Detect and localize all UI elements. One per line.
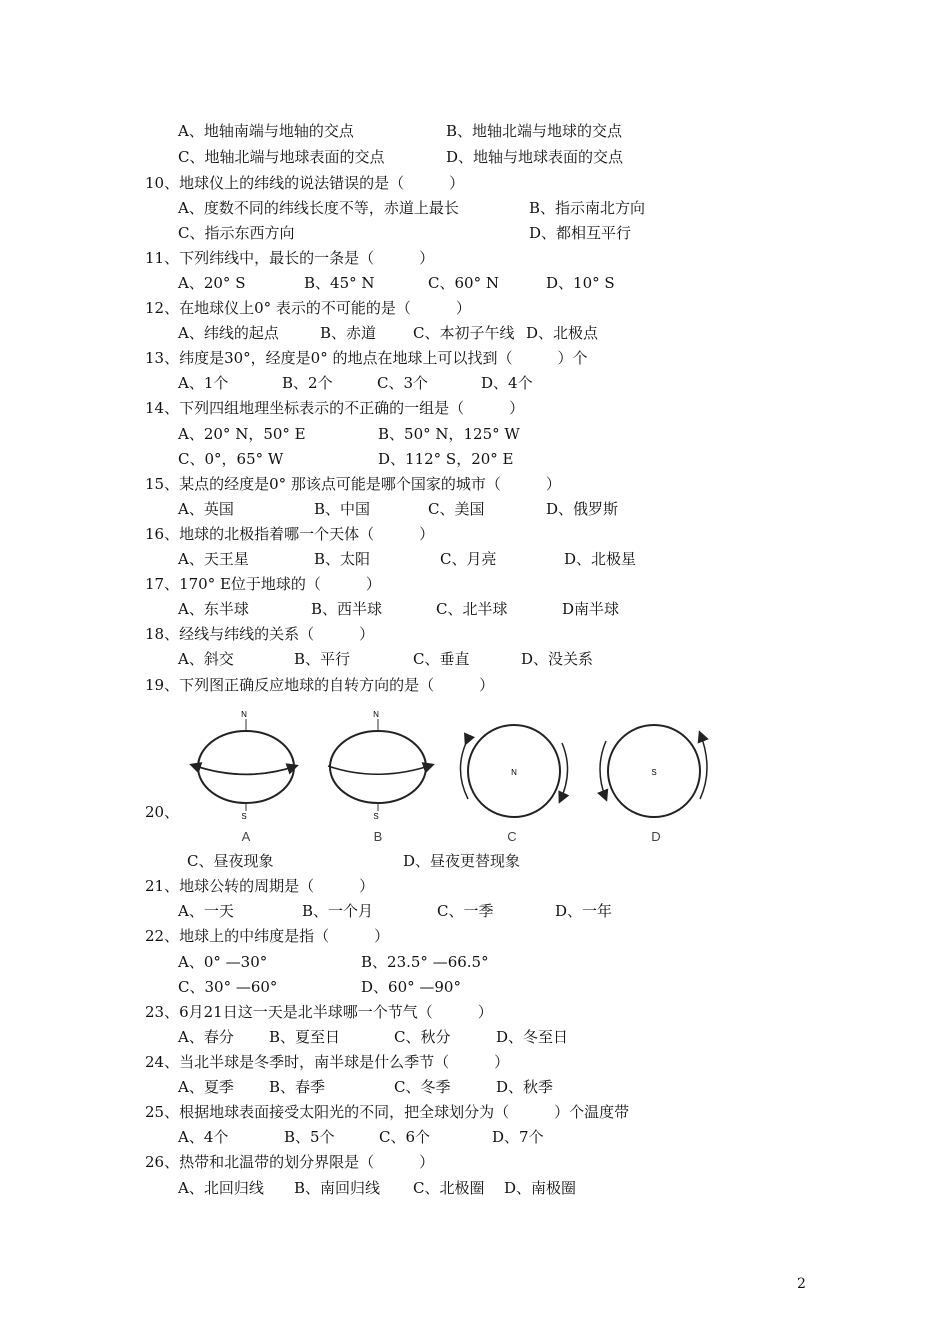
answer-option: D、10° S <box>546 274 615 292</box>
question-line: 13、纬度是30°，经度是0° 的地点在地球上可以找到（ ）个 <box>145 349 588 367</box>
answer-option: B、西半球 <box>311 600 383 618</box>
question-line: 24、当北半球是冬季时，南半球是什么季节（ ） <box>145 1053 510 1071</box>
globe-a-north-label: N <box>241 710 247 719</box>
globe-d-south-label: S <box>651 768 657 777</box>
question-line: 22、地球上的中纬度是指（ ） <box>145 927 390 945</box>
answer-option: C、6个 <box>379 1128 431 1146</box>
answer-option: B、中国 <box>314 500 371 518</box>
question-line: 14、下列四组地理坐标表示的不正确的一组是（ ） <box>145 399 525 417</box>
answer-option: C、地轴北端与地球表面的交点 <box>178 148 385 166</box>
answer-option: A、0° —30° <box>178 953 268 971</box>
answer-option: A、20° S <box>178 274 246 292</box>
globe-c-label: C <box>507 829 517 844</box>
globe-b-south-label: S <box>373 812 379 821</box>
answer-option: D、南极圈 <box>504 1179 577 1197</box>
answer-option: C、本初子午线 <box>413 324 515 342</box>
answer-option: A、东半球 <box>178 600 249 618</box>
question-line: 21、地球公转的周期是（ ） <box>145 877 375 895</box>
answer-option: D、都相互平行 <box>529 224 632 242</box>
answer-option: C、月亮 <box>440 550 497 568</box>
globe-c <box>460 725 567 844</box>
answer-option: A、地轴南端与地轴的交点 <box>178 122 354 140</box>
question-line: 23、6月21日这一天是北半球哪一个节气（ ） <box>145 1003 493 1021</box>
question-line: 20、 <box>145 803 180 821</box>
question-line: 19、下列图正确反应地球的自转方向的是（ ） <box>145 676 495 694</box>
answer-option: A、20° N，50° E <box>178 425 306 443</box>
answer-option: A、春分 <box>178 1028 234 1046</box>
page-number: 2 <box>797 1276 806 1292</box>
answer-option: D、昼夜更替现象 <box>403 852 521 870</box>
answer-option: B、平行 <box>294 650 351 668</box>
answer-option: A、夏季 <box>178 1078 234 1096</box>
question-line: 25、根据地球表面接受太阳光的不同，把全球划分为（ ）个温度带 <box>145 1103 630 1121</box>
answer-option: D、北极星 <box>564 550 637 568</box>
answer-option: B、地轴北端与地球的交点 <box>446 122 623 140</box>
answer-option: B、太阳 <box>314 550 371 568</box>
question-line: 12、在地球仪上0° 表示的不可能的是（ ） <box>145 299 471 317</box>
answer-option: D、北极点 <box>526 324 599 342</box>
globe-a <box>192 710 296 844</box>
question-line: 11、下列纬线中，最长的一条是（ ） <box>145 249 435 267</box>
question-line: 15、某点的经度是0° 那该点可能是哪个国家的城市（ ） <box>145 475 561 493</box>
answer-option: C、指示东西方向 <box>178 224 295 242</box>
question-line: 18、经线与纬线的关系（ ） <box>145 625 375 643</box>
answer-option: D、112° S，20° E <box>378 450 514 468</box>
answer-option: A、度数不同的纬线长度不等，赤道上最长 <box>178 199 459 217</box>
answer-option: A、英国 <box>178 500 234 518</box>
globe-b <box>328 710 432 844</box>
answer-option: C、0°，65° W <box>178 450 284 468</box>
answer-option: C、北极圈 <box>413 1179 485 1197</box>
answer-option: D、4个 <box>481 374 533 392</box>
answer-option: D、俄罗斯 <box>546 500 619 518</box>
earth-rotation-diagram <box>178 703 720 848</box>
answer-option: B、2个 <box>282 374 333 392</box>
answer-option: D、60° —90° <box>361 978 461 996</box>
answer-option: C、60° N <box>428 274 499 292</box>
answer-option: A、天王星 <box>178 550 249 568</box>
answer-option: B、夏至日 <box>269 1028 341 1046</box>
answer-option: A、1个 <box>178 374 229 392</box>
globe-c-north-label: N <box>511 768 517 777</box>
globe-d-label: D <box>651 829 661 844</box>
answer-option: C、美国 <box>428 500 485 518</box>
answer-option: D、地轴与地球表面的交点 <box>446 148 624 166</box>
answer-option: A、4个 <box>178 1128 229 1146</box>
answer-option: C、冬季 <box>394 1078 451 1096</box>
answer-option: B、指示南北方向 <box>529 199 646 217</box>
answer-option: D、秋季 <box>496 1078 554 1096</box>
answer-option: D、冬至日 <box>496 1028 569 1046</box>
globe-b-label: B <box>373 829 383 844</box>
answer-option: C、3个 <box>377 374 429 392</box>
globe-d <box>600 725 707 844</box>
answer-option: B、春季 <box>269 1078 326 1096</box>
answer-option: B、45° N <box>304 274 375 292</box>
answer-option: B、23.5° —66.5° <box>361 953 489 971</box>
answer-option: C、秋分 <box>394 1028 451 1046</box>
answer-option: B、5个 <box>284 1128 335 1146</box>
question-line: 16、地球的北极指着哪一个天体（ ） <box>145 525 435 543</box>
question-line: 17、170° E位于地球的（ ） <box>145 575 381 593</box>
answer-option: C、昼夜现象 <box>187 852 274 870</box>
answer-option: D、没关系 <box>521 650 594 668</box>
answer-option: C、垂直 <box>413 650 470 668</box>
answer-option: A、纬线的起点 <box>178 324 279 342</box>
answer-option: C、北半球 <box>436 600 508 618</box>
answer-option: A、北回归线 <box>178 1179 264 1197</box>
globe-b-north-label: N <box>373 710 379 719</box>
answer-option: B、50° N，125° W <box>378 425 520 443</box>
answer-option: A、一天 <box>178 902 234 920</box>
answer-option: D南半球 <box>562 600 620 618</box>
globe-a-south-label: S <box>241 812 247 821</box>
answer-option: C、一季 <box>437 902 494 920</box>
globe-a-label: A <box>241 829 251 844</box>
answer-option: D、一年 <box>555 902 613 920</box>
answer-option: B、南回归线 <box>294 1179 381 1197</box>
question-line: 10、地球仪上的纬线的说法错误的是（ ） <box>145 174 465 192</box>
answer-option: C、30° —60° <box>178 978 278 996</box>
answer-option: B、赤道 <box>320 324 377 342</box>
answer-option: A、斜交 <box>178 650 234 668</box>
answer-option: B、一个月 <box>302 902 374 920</box>
question-line: 26、热带和北温带的划分界限是（ ） <box>145 1153 435 1171</box>
answer-option: D、7个 <box>492 1128 544 1146</box>
